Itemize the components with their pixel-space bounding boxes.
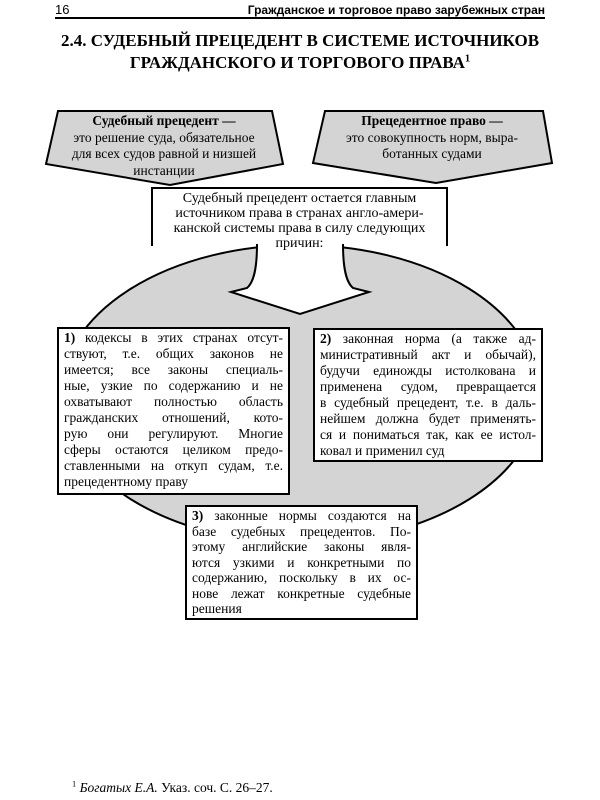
text-line: применена судом, превращается <box>320 379 536 394</box>
intro-box-text <box>156 191 443 251</box>
text-line: это решение суда, обязательное <box>73 129 255 145</box>
right-pennant-text <box>318 113 546 163</box>
reason-box-2 <box>313 328 543 462</box>
text-line: в судебный прецедент, т.е. в даль- <box>320 395 536 410</box>
text-line: имеется; все законы специаль- <box>64 362 283 377</box>
text-line: нове лежат конкретные судебные <box>192 585 411 601</box>
section-title-line2: ГРАЖДАНСКОГО И ТОРГОВОГО ПРАВА$^1$ <box>129 53 471 72</box>
text-line: сферы остаются целиком предо- <box>64 442 283 457</box>
text-line: ствуют, т.е. общих законов не <box>64 346 283 361</box>
text-line: Прецедентное право — <box>361 113 503 128</box>
text-line: рую они регулируют. Многие <box>64 426 283 441</box>
text-line: решения <box>192 601 242 616</box>
left-pennant-text <box>50 113 278 179</box>
reason-box-1 <box>57 327 290 495</box>
text-line: ковал и применил суд <box>320 443 445 458</box>
footnote <box>72 780 273 796</box>
text-line: 3) законные нормы создаются на <box>192 508 411 523</box>
footnote-text: Указ. соч. С. 26–27. <box>157 780 273 795</box>
footnote-marker: 1 <box>72 779 77 789</box>
section-title-line1: 2.4. СУДЕБНЫЙ ПРЕЦЕДЕНТ В СИСТЕМЕ ИСТОЧНИКОВ <box>60 31 540 50</box>
text-line: министративный акт и обычай), <box>320 347 536 362</box>
text-line: Судебный прецедент — <box>92 113 236 128</box>
footnote-reference: 1 <box>464 53 471 65</box>
text-line: охватывают полностью область <box>64 394 283 409</box>
text-line: базе судебных прецедентов. По- <box>192 523 411 539</box>
text-line: ются узкими и конкретными по <box>192 554 411 570</box>
text-line: причин: <box>275 236 324 251</box>
text-line: это совокупность норм, выра- <box>346 129 518 145</box>
text-line: ботанных судами <box>382 146 482 161</box>
text-line: содержанию, поскольку в их ос- <box>192 570 411 585</box>
text-line: 2) законная норма (а также ад- <box>320 331 536 346</box>
text-line: для всех судов равной и низшей <box>71 146 257 161</box>
text-line: ные, узкие по содержанию и не <box>64 378 283 393</box>
text-line: гражданских отношений, кото- <box>64 410 283 425</box>
text-line: этому английские законы явля- <box>192 539 411 554</box>
text-line: Судебный прецедент остается главным <box>182 191 417 206</box>
text-line: прецедентному праву <box>64 474 189 489</box>
text-line: инстанции <box>133 162 195 178</box>
text-line: 1) кодексы в этих странах отсут- <box>64 330 283 345</box>
text-line: нейшем должна будет применять- <box>320 411 536 426</box>
text-line: источником права в странах англо-амери- <box>175 206 424 221</box>
running-title: Гражданское и торговое право зарубежных стран <box>247 3 545 17</box>
text-line: ся и пониматься так, как ее истол- <box>320 427 536 442</box>
text-line: ставленными на откуп судам, т.е. <box>64 458 283 473</box>
page-number: 16 <box>55 2 70 17</box>
reason-box-3 <box>185 505 418 620</box>
text-line: канской системы права в силу следующих <box>173 221 426 236</box>
footnote-author: Богатых Е.А. <box>79 780 158 795</box>
text-line: будучи единожды истолкована и <box>320 363 536 378</box>
